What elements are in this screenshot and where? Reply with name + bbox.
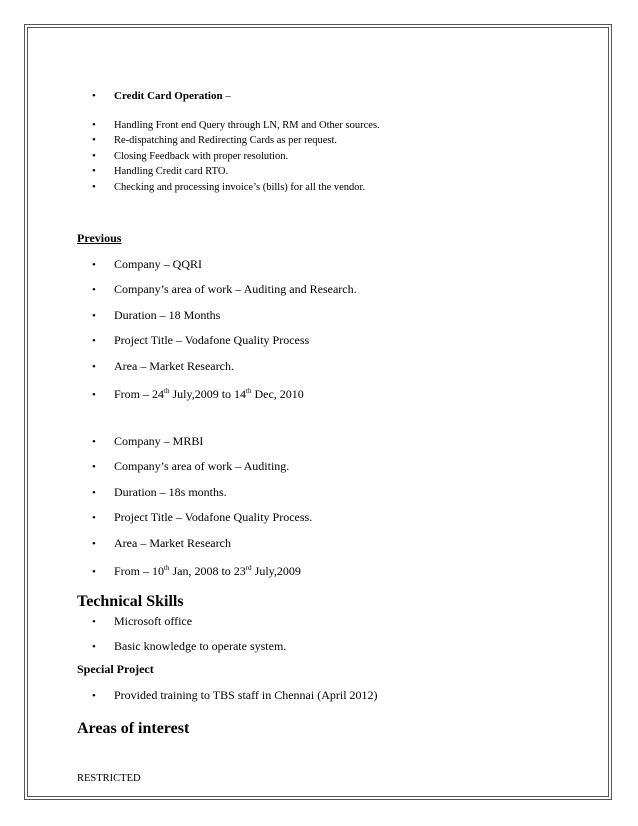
- previous-heading: Previous: [77, 231, 122, 245]
- list-item: [92, 638, 286, 663]
- bullet-icon: •: [92, 360, 96, 373]
- list-item: [92, 383, 357, 408]
- list-item: [92, 535, 312, 560]
- technical-skills-list: [92, 613, 286, 664]
- bullet-icon: •: [92, 90, 96, 102]
- date-range-text: From – 10th Jan, 2008 to 23rd July,2009: [114, 563, 301, 578]
- list-item: [92, 149, 380, 164]
- project-title-text: Project Title – Vodafone Quality Process.: [114, 510, 313, 525]
- skill-text: Microsoft office: [114, 614, 193, 628]
- skill-text: Basic knowledge to operate system.: [114, 639, 287, 654]
- bullet-icon: •: [92, 259, 96, 271]
- bullet-icon: •: [92, 284, 96, 297]
- bullet-icon: •: [92, 690, 96, 702]
- bullet-icon: •: [92, 335, 96, 348]
- list-item: [92, 509, 312, 534]
- area-text: Area – Market Research: [114, 535, 231, 550]
- list-item: [92, 164, 380, 179]
- job-mrbi-list: [92, 433, 312, 585]
- list-item: [92, 484, 312, 509]
- bullet-icon: •: [92, 388, 96, 401]
- bullet-icon: •: [92, 165, 96, 178]
- bullet-icon: •: [92, 134, 96, 147]
- job-qqri-list: [92, 256, 357, 408]
- bullet-icon: •: [92, 537, 96, 550]
- date-range-text: From – 24th July,2009 to 14th Dec, 2010: [114, 386, 304, 401]
- list-item: [92, 458, 312, 483]
- bullet-icon: •: [92, 512, 96, 525]
- duration-text: Duration – 18 Months: [114, 307, 221, 322]
- bullet-icon: •: [92, 486, 96, 499]
- list-item: [92, 332, 357, 357]
- company-text: Company – MRBI: [114, 434, 204, 448]
- task-text: Closing Feedback with proper resolution.: [114, 150, 289, 162]
- task-text: Re-dispatching and Redirecting Cards as per request.: [114, 135, 338, 147]
- list-item: [92, 256, 357, 281]
- credit-card-task-list: [92, 118, 380, 195]
- list-item: [92, 133, 380, 148]
- special-project-list: [92, 687, 378, 712]
- area-of-work-text: Company’s area of work – Auditing.: [114, 459, 290, 474]
- bullet-icon: •: [92, 436, 96, 448]
- credit-card-title: Credit Card Operation: [114, 90, 223, 102]
- bullet-icon: •: [92, 565, 96, 578]
- area-of-work-text: Company’s area of work – Auditing and Research.: [114, 282, 357, 297]
- bullet-icon: •: [92, 309, 96, 322]
- bullet-icon: •: [92, 641, 96, 654]
- credit-card-heading: [92, 90, 231, 102]
- company-text: Company – QQRI: [114, 257, 202, 271]
- bullet-icon: •: [92, 119, 96, 131]
- task-text: Handling Credit card RTO.: [114, 166, 229, 178]
- task-text: Checking and processing invoice’s (bills) for all the vendor.: [114, 181, 366, 193]
- list-item: [92, 613, 286, 638]
- credit-card-suffix: –: [222, 90, 231, 102]
- list-item: [92, 281, 357, 306]
- bullet-icon: •: [92, 180, 96, 193]
- project-text: Provided training to TBS staff in Chennai (April 2012): [114, 688, 378, 702]
- areas-of-interest-heading: Areas of interest: [77, 720, 190, 737]
- bullet-icon: •: [92, 149, 96, 162]
- list-item: [92, 687, 378, 712]
- list-item: [92, 307, 357, 332]
- technical-skills-heading: Technical Skills: [77, 593, 184, 610]
- list-item: [92, 560, 312, 585]
- project-title-text: Project Title – Vodafone Quality Process: [114, 333, 310, 348]
- list-item: [92, 358, 357, 383]
- bullet-icon: •: [92, 616, 96, 628]
- list-item: [92, 433, 312, 458]
- special-project-heading: Special Project: [77, 662, 154, 676]
- bullet-icon: •: [92, 461, 96, 474]
- footer-label: RESTRICTED: [77, 773, 141, 784]
- list-item: [92, 180, 380, 195]
- duration-text: Duration – 18s months.: [114, 484, 227, 499]
- area-text: Area – Market Research.: [114, 358, 234, 373]
- list-item: [92, 118, 380, 133]
- task-text: Handling Front end Query through LN, RM and Other sources.: [114, 120, 380, 131]
